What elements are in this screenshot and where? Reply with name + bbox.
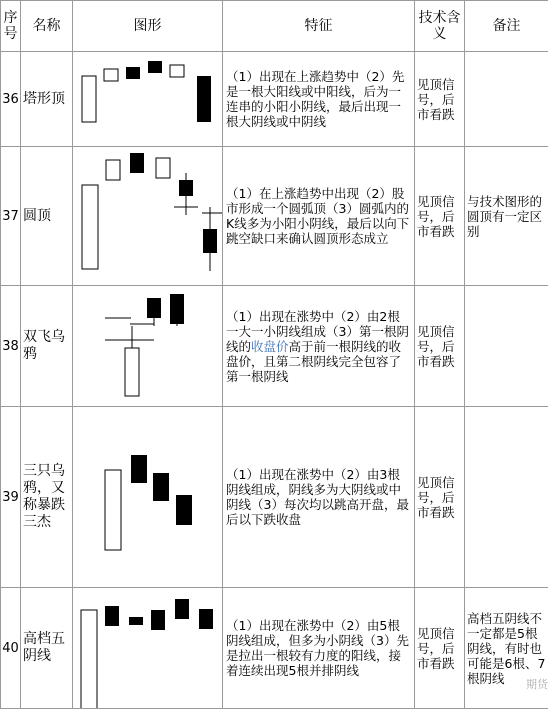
pattern-tech: 见顶信号，后市看跌 (415, 588, 465, 709)
table-row (1, 52, 548, 147)
pattern-figure (73, 147, 223, 286)
pattern-feature: （1）在上涨趋势中出现（2）股市形成一个圆弧顶（3）圆弧内的K线多为小阳小阴线，最后以向下跳空缺口来确认圆顶形态成立 (223, 147, 415, 286)
row-number: 38 (1, 286, 21, 407)
pattern-remark: 与技术图形的圆顶有一定区别 (465, 147, 548, 286)
five-black-candles-diagram (73, 588, 223, 708)
pattern-tech: 见顶信号，后市看跌 (415, 147, 465, 286)
header-feature: 特征 (223, 1, 415, 52)
header-seq: 序号 (1, 1, 21, 52)
tower-top-candles-diagram (73, 52, 223, 146)
pattern-figure (73, 286, 223, 407)
pattern-figure (73, 52, 223, 147)
row-number: 37 (1, 147, 21, 286)
header-figure: 图形 (73, 1, 223, 52)
two-crows-candles-diagram (73, 286, 223, 406)
pattern-tech: 见顶信号，后市看跌 (415, 407, 465, 588)
table-row (1, 286, 548, 407)
rounded-top-candles-diagram (73, 147, 223, 285)
table-row (1, 147, 548, 286)
pattern-name: 双飞乌鸦 (21, 286, 73, 407)
watermark: 期货 (526, 676, 548, 692)
table-row (1, 407, 548, 588)
header-row (1, 1, 548, 52)
pattern-feature: （1）出现在涨势中（2）由5根阴线组成，但多为小阴线（3）先是拉出一根较有力度的阳线，接着连续出现5根并排阴线 (223, 588, 415, 709)
pattern-remark (465, 286, 548, 407)
feature-text-b: 高于前一根阴线的收盘价，且第二根阴线完全包容了第一根阴线 (226, 339, 401, 384)
pattern-tech: 见顶信号，后市看跌 (415, 286, 465, 407)
feature-text-a: （1）出现在涨势中（2）由2根一大一小阴线组成（3）第一根阴线的 (226, 309, 409, 354)
table-row (1, 588, 548, 709)
pattern-feature: （1）出现在涨势中（2）由3根阴线组成，阴线多为大阴线或中阴线（3）每次均以跳高开盘，最后以下跌收盘 (223, 407, 415, 588)
header-tech: 技术含义 (415, 1, 465, 52)
pattern-name: 三只乌鸦，又称暴跌三杰 (21, 407, 73, 588)
pattern-tech: 见顶信号，后市看跌 (415, 52, 465, 147)
header-remark: 备注 (465, 1, 548, 52)
header-name: 名称 (21, 1, 73, 52)
pattern-remark (465, 52, 548, 147)
pattern-remark (465, 407, 548, 588)
row-number: 39 (1, 407, 21, 588)
pattern-figure (73, 407, 223, 588)
pattern-name: 塔形顶 (21, 52, 73, 147)
row-number: 36 (1, 52, 21, 147)
pattern-feature: （1）出现在上涨趋势中（2）先是一根大阳线或中阳线，后为一连串的小阳小阴线，最后出现一根大阴线或中阴线 (223, 52, 415, 147)
three-crows-candles-diagram (73, 407, 223, 587)
closing-price-link[interactable]: 收盘价 (251, 339, 289, 354)
row-number: 40 (1, 588, 21, 709)
pattern-figure (73, 588, 223, 709)
pattern-feature (223, 286, 415, 407)
pattern-name: 高档五阴线 (21, 588, 73, 709)
pattern-name: 圆顶 (21, 147, 73, 286)
pattern-remark: 高档五阴线不一定都是5根阴线，有时也可能是6根、7根阴线 (465, 588, 548, 709)
